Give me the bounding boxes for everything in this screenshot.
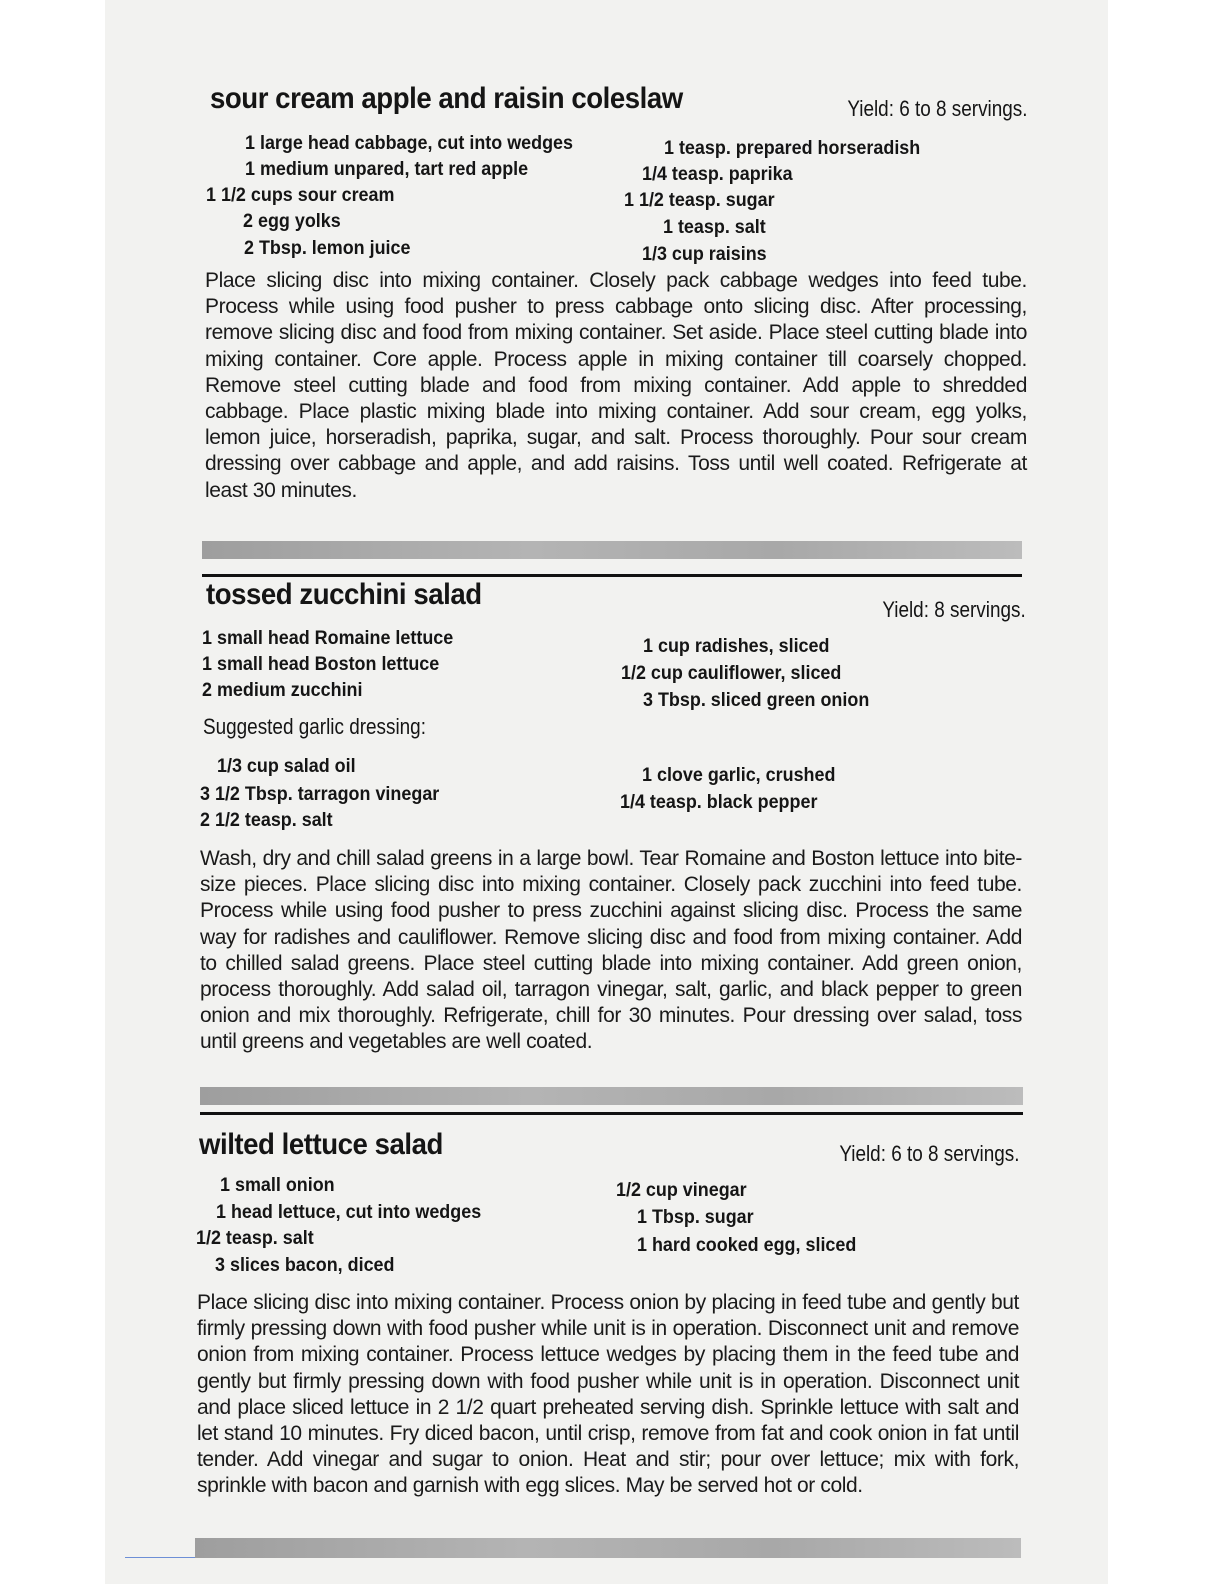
ingredient: 1 cup radishes, sliced bbox=[643, 635, 830, 657]
ingredient: 1/4 teasp. black pepper bbox=[620, 791, 818, 813]
ingredient: 1 head lettuce, cut into wedges bbox=[216, 1201, 482, 1223]
ingredient: 2 egg yolks bbox=[243, 210, 341, 232]
ingredient: 1 small head Romaine lettuce bbox=[202, 627, 454, 649]
ingredient: 1 teasp. prepared horseradish bbox=[664, 137, 921, 159]
section-divider-bar bbox=[200, 1087, 1023, 1105]
ingredient: 1 1/2 teasp. sugar bbox=[624, 189, 775, 211]
ingredient: 2 1/2 teasp. salt bbox=[200, 809, 333, 831]
recipe-title: tossed zucchini salad bbox=[206, 578, 482, 611]
ingredient: 1/4 teasp. paprika bbox=[642, 163, 793, 185]
recipe-title: sour cream apple and raisin coleslaw bbox=[210, 82, 683, 115]
section-divider-rule bbox=[202, 574, 1022, 577]
recipe-directions: Wash, dry and chill salad greens in a large bowl. Tear Romaine and Boston lettuce into bite-size pieces. Place slicing disc into mixing container. Closely pack zucchini into feed tube. Process while using food pusher to press zucchini against slicing disc. Process the same way for radishes and cauliflower. Remove slicing disc and food from mixing container. Add to chilled salad greens. Place steel cutting blade into mixing container. Add green onion, process thoroughly. Add salad oil, tarragon vinegar, salt, garlic, and black pepper to green onion and mix thoroughly. Refrigerate, chill for 30 minutes. Pour dressing over salad, toss until greens and vegetables are well coated. bbox=[200, 847, 1022, 1054]
recipe-yield: Yield: 6 to 8 servings. bbox=[847, 96, 1028, 121]
ingredient: 1 1/2 cups sour cream bbox=[206, 184, 395, 206]
ingredient: 3 1/2 Tbsp. tarragon vinegar bbox=[200, 783, 440, 805]
ingredient: 1/3 cup salad oil bbox=[217, 755, 356, 777]
ingredient: 1 hard cooked egg, sliced bbox=[637, 1234, 857, 1256]
section-divider-bar bbox=[202, 541, 1022, 559]
recipe-title: wilted lettuce salad bbox=[199, 1128, 443, 1161]
ingredient: 1 large head cabbage, cut into wedges bbox=[245, 132, 573, 154]
ingredient: 1/2 cup vinegar bbox=[616, 1179, 747, 1201]
ingredient: 2 medium zucchini bbox=[202, 679, 363, 701]
recipe-directions: Place slicing disc into mixing container. Closely pack cabbage wedges into feed tube. Process while using food pusher to press cabbage onto slicing disc. After processing, remove slicing disc and food from mixing container. Set aside. Place steel cutting blade into mixing container. Core apple. Process apple in mixing container till coarsely chopped. Remove steel cutting blade and food from mixing container. Add apple to shredded cabbage. Place plastic mixing blade into mixing container. Add sour cream, egg yolks, lemon juice, horseradish, paprika, sugar, and salt. Process thoroughly. Pour sour cream dressing over cabbage and apple, and add raisins. Toss until well coated. Refrigerate at least 30 minutes. bbox=[205, 269, 1027, 502]
ingredient: 1 small onion bbox=[220, 1174, 335, 1196]
recipe-yield: Yield: 6 to 8 servings. bbox=[839, 1141, 1020, 1166]
recipe-directions: Place slicing disc into mixing container. Process onion by placing in feed tube and gently but firmly pressing down with food pusher while unit is in operation. Disconnect unit and remove onion from mixing container. Process lettuce wedges by placing them in the feed tube and gently but firmly pressing down with food pusher while unit is in operation. Disconnect unit and place sliced lettuce in 2 1/2 quart preheated serving dish. Sprinkle lettuce with salt and let stand 10 minutes. Fry diced bacon, until crisp, remove from fat and cook onion in fat until tender. Add vinegar and sugar to onion. Heat and stir; pour over lettuce; mix with fork, sprinkle with bacon and garnish with egg slices. May be served hot or cold. bbox=[197, 1291, 1019, 1498]
recipe-yield: Yield: 8 servings. bbox=[882, 597, 1026, 622]
ingredient: 1 clove garlic, crushed bbox=[642, 764, 836, 786]
dressing-label: Suggested garlic dressing: bbox=[203, 714, 426, 739]
ingredient: 1/2 cup cauliflower, sliced bbox=[621, 662, 842, 684]
section-divider-bar bbox=[195, 1538, 1021, 1558]
ingredient: 2 Tbsp. lemon juice bbox=[244, 237, 411, 259]
ingredient: 1 teasp. salt bbox=[663, 216, 766, 238]
ingredient: 3 Tbsp. sliced green onion bbox=[643, 689, 870, 711]
section-divider-rule bbox=[200, 1112, 1023, 1115]
ingredient: 1/2 teasp. salt bbox=[196, 1227, 314, 1249]
ingredient: 1/3 cup raisins bbox=[642, 243, 767, 265]
ingredient: 3 slices bacon, diced bbox=[215, 1254, 395, 1276]
ingredient: 1 Tbsp. sugar bbox=[637, 1206, 754, 1228]
ingredient: 1 small head Boston lettuce bbox=[202, 653, 440, 675]
ingredient: 1 medium unpared, tart red apple bbox=[245, 158, 529, 180]
